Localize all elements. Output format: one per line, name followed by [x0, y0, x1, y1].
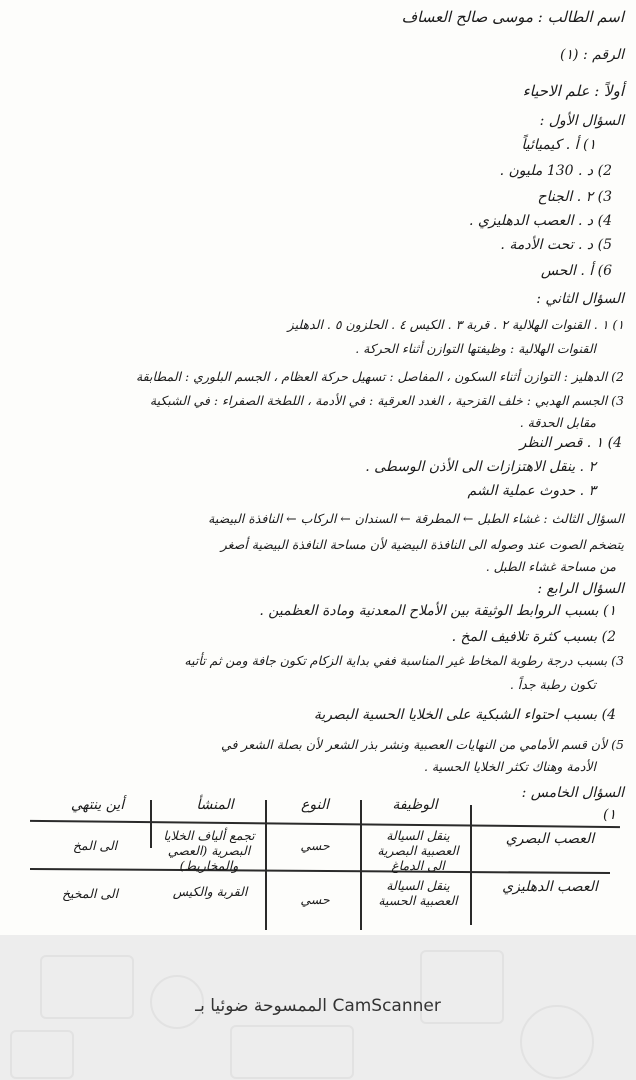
row1-function: ينقل السيالة العصبية البصرية الى الدماغ: [377, 828, 459, 873]
q4-title: السؤال الرابع :: [537, 581, 624, 597]
student-number: الرقم : (١): [560, 47, 624, 63]
q4-line: 2) بسبب كثرة تلافيف المخ .: [451, 629, 616, 645]
q4-line: الأدمة وهناك تكثر الخلايا الحسية .: [423, 759, 596, 774]
row2-function: ينقل السيالة العصبية الحسية: [378, 878, 458, 908]
q1-item: 5) د . تحت الأدمة .: [500, 237, 612, 253]
watermark-shape: [520, 1005, 594, 1079]
table-header-function: الوظيفة: [392, 797, 438, 813]
row1-origin: تجمع ألياف الخلايا البصرية (العصي والمخاريط): [163, 828, 255, 873]
q4-line: تكون رطبة جداً .: [509, 677, 596, 692]
q4-line: ١) بسبب الروابط الوثيقة بين الأملاح المعدنية ومادة العظمين .: [259, 603, 616, 619]
q3-title: السؤال الثالث : غشاء الطبل ← المطرقة ← السندان ← الركاب ← النافذة البيضية: [208, 511, 624, 526]
row1-ends: الى المخ: [72, 838, 118, 853]
q4-line: 4) بسبب احتواء الشبكية على الخلايا الحسية البصرية: [313, 707, 616, 723]
q2-title: السؤال الثاني :: [536, 291, 624, 307]
q2-line: ١) ١ . القنوات الهلالية ٢ . قربة ٣ . الكيس ٤ . الحلزون ٥ . الدهليز: [287, 317, 624, 332]
q1-item: 2) د . 130 مليون .: [499, 163, 612, 179]
q1-item: 3) ٢ . الجناح: [537, 189, 612, 205]
table-rule: [30, 868, 610, 874]
q1-item: 4) د . العصب الدهليزي .: [469, 213, 612, 229]
row2-origin: القربة والكيس: [172, 884, 248, 899]
q2-line: 2) الدهليز : التوازن أثناء السكون ، المفاصل : تسهيل حركة العظام ، الجسم البلوري : المطابقة: [135, 369, 624, 384]
table-header-ends: أين ينتهي: [70, 797, 125, 813]
watermark-shape: [230, 1025, 354, 1079]
row2-ends: الى المخيخ: [61, 886, 119, 901]
table-rule: [265, 800, 267, 930]
row1-name: العصب البصري: [505, 831, 595, 847]
q4-line: 5) لأن قسم الأمامي من النهايات العصبية ونشر بذر الشعر لأن بصلة الشعر في: [221, 737, 624, 752]
subject-heading: أولاً : علم الاحياء: [522, 82, 624, 100]
q2-line: 4) ١ . قصر النظر: [519, 435, 622, 451]
scanner-caption: الممسوحة ضوئيا بـ CamScanner: [195, 996, 441, 1016]
q5-title: السؤال الخامس :: [521, 785, 624, 801]
row2-type: حسي: [300, 892, 330, 907]
q1-item: ١) أ . كيميائياً: [521, 137, 596, 153]
table-header-type: النوع: [301, 797, 329, 813]
table-header-origin: المنشأ: [196, 797, 234, 813]
watermark-shape: [10, 1030, 74, 1079]
row2-name: العصب الدهليزي: [502, 879, 598, 895]
q1-item: 6) أ . الحس: [540, 263, 612, 279]
q2-line: 3) الجسم الهدبي : خلف القزحية ، الغدد العرقية : في الأدمة ، اللطخة الصفراء : في الشبكية: [149, 393, 624, 408]
table-rule: [150, 800, 152, 848]
q1-title: السؤال الأول :: [539, 113, 624, 129]
q3-line: يتضخم الصوت عند وصوله الى النافذة البيضية لأن مساحة النافذة البيضية أصغر: [220, 537, 624, 552]
table-rule: [470, 805, 472, 925]
camscanner-footer: [0, 935, 636, 1080]
q3-line: من مساحة غشاء الطبل .: [485, 559, 616, 574]
table-rule: [360, 800, 362, 930]
q2-line: مقابل الحدقة .: [519, 415, 596, 430]
table-rule: [30, 820, 620, 828]
q4-line: 3) بسبب درجة رطوبة المخاط غير المناسبة ففي بداية الزكام تكون جافة ومن ثم تأتيه: [184, 653, 624, 668]
q2-line: ٣ . حدوث عملية الشم: [467, 483, 596, 499]
row1-type: حسي: [300, 838, 330, 853]
q5-item: ١): [603, 807, 616, 823]
q2-line: القنوات الهلالية : وظيفتها التوازن أثناء الحركة .: [355, 341, 596, 356]
q2-line: ٢ . ينقل الاهتزازات الى الأذن الوسطى .: [365, 459, 596, 475]
student-name: اسم الطالب : موسى صالح العساف: [401, 8, 624, 26]
